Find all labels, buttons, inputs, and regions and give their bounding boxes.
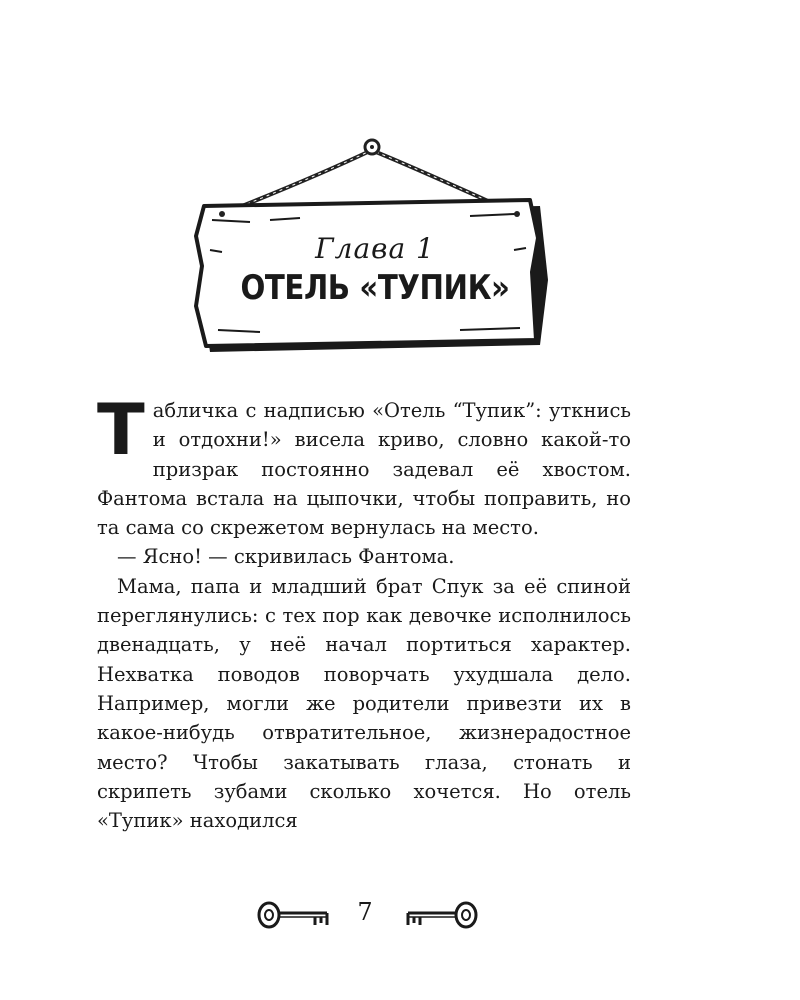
chapter-label: Глава 1 (315, 232, 435, 265)
paragraph: Мама, папа и младший брат Спук за её спиной переглянулись: с тех пор как девочке исполнилось двенадцать, у неё начал портиться характер. Нехватка поводов поворчать ухудшала дело. Например, могли же родители привезти их в какое-нибудь отвратительное, жизнерадостное место? Чтобы закатывать глаза, стонать и скрипеть зубами сколько хочется. Но отель «Тупик» находился (97, 574, 631, 833)
paragraph (97, 389, 631, 542)
page-footer (0, 890, 800, 940)
body-text (97, 389, 631, 835)
hanging-wooden-sign (0, 0, 800, 380)
right-key-icon (400, 895, 480, 935)
left-key-icon (255, 895, 335, 935)
chapter-title: ОТЕЛЬ «ТУПИК» (240, 268, 510, 308)
drop-cap: Т (97, 389, 145, 471)
paragraph-text: абличка с надписью «Отель “Тупик”: уткнись и отдохни!» висела криво, словно какой-то призрак постоянно задевал её хвостом. Фантома встала на цыпочки, чтобы поправить, но та сама со скрежетом вернулась на место. (97, 399, 631, 540)
page-number: 7 (357, 898, 373, 926)
paragraph: — Ясно! — скривилась Фантома. (117, 545, 455, 569)
